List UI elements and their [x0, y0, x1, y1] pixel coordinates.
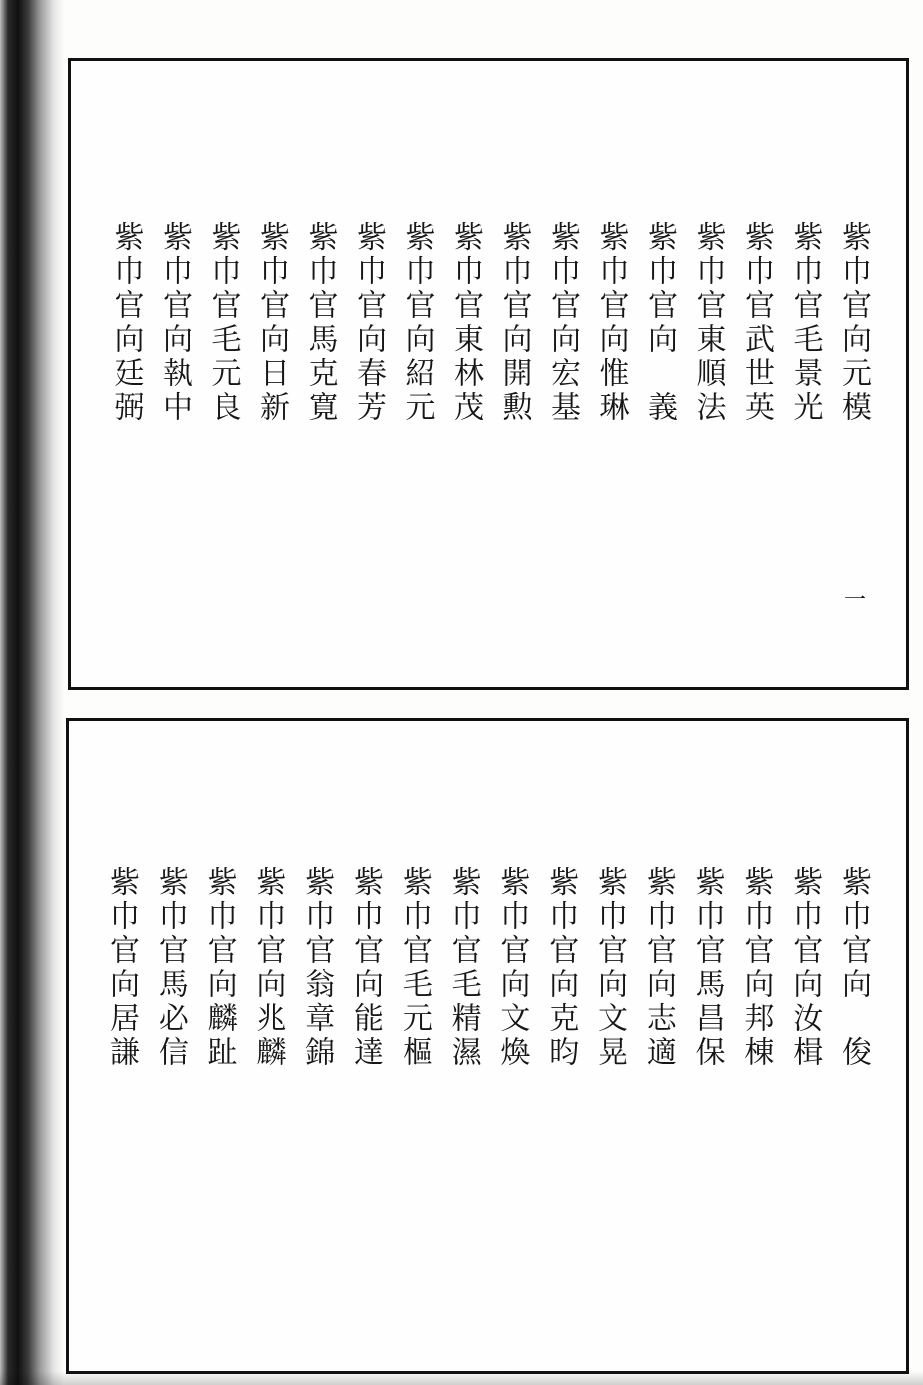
upper-text-columns: [71, 61, 906, 687]
name-column: 紫巾官向執中: [157, 221, 192, 425]
name-column: 紫巾官馬昌保: [689, 866, 725, 1070]
name-column: 紫巾官向紹元: [399, 221, 435, 425]
name-column: 紫巾官向廷弼: [108, 221, 144, 425]
upper-page-frame: [68, 58, 909, 690]
name-column: 紫巾官向汝楫: [787, 866, 823, 1070]
name-column: 紫巾官向春芳: [351, 221, 386, 425]
lower-page-frame: [66, 718, 909, 1374]
name-column: 紫巾官東順法: [690, 221, 726, 425]
name-column: 紫巾官向志適: [640, 866, 676, 1070]
name-column: 紫巾官向元模: [836, 221, 871, 425]
name-column: 紫巾官向 義: [642, 221, 677, 425]
name-column: 紫巾官向文晃: [592, 866, 627, 1070]
name-column: 紫巾官毛元良: [205, 221, 241, 425]
page-number: 一: [844, 588, 867, 613]
name-column: 紫巾官向居謙: [104, 866, 139, 1070]
name-column: 紫巾官毛元樞: [396, 866, 432, 1070]
name-column: 紫巾官向克昀: [543, 866, 579, 1070]
lower-text-columns: [69, 721, 906, 1371]
name-column: 紫巾官馬克寛: [302, 221, 338, 425]
name-column: 紫巾官毛精濕: [445, 866, 481, 1070]
name-column: 紫巾官向惟琳: [593, 221, 629, 425]
name-column: 紫巾官向 俊: [836, 866, 871, 1070]
name-column: 紫巾官東林茂: [448, 221, 483, 425]
page-edge-shadow: [0, 1371, 923, 1385]
name-column: 紫巾官毛景光: [787, 221, 823, 425]
book-spine-shadow: [0, 0, 64, 1385]
name-column: 紫巾官向開勲: [496, 221, 532, 425]
name-column: 紫巾官向邦棟: [738, 866, 774, 1070]
name-column: 紫巾官向能達: [348, 866, 383, 1070]
name-column: 紫巾官馬必信: [152, 866, 188, 1070]
name-column: 紫巾官翁章錦: [299, 866, 335, 1070]
name-column: 紫巾官向麟趾: [201, 866, 237, 1070]
name-column: 紫巾官向日新: [254, 221, 289, 425]
name-column: 紫巾官向文煥: [494, 866, 530, 1070]
name-column: 紫巾官向宏基: [545, 221, 580, 425]
name-column: 紫巾官武世英: [739, 221, 774, 425]
name-column: 紫巾官向兆麟: [250, 866, 286, 1070]
